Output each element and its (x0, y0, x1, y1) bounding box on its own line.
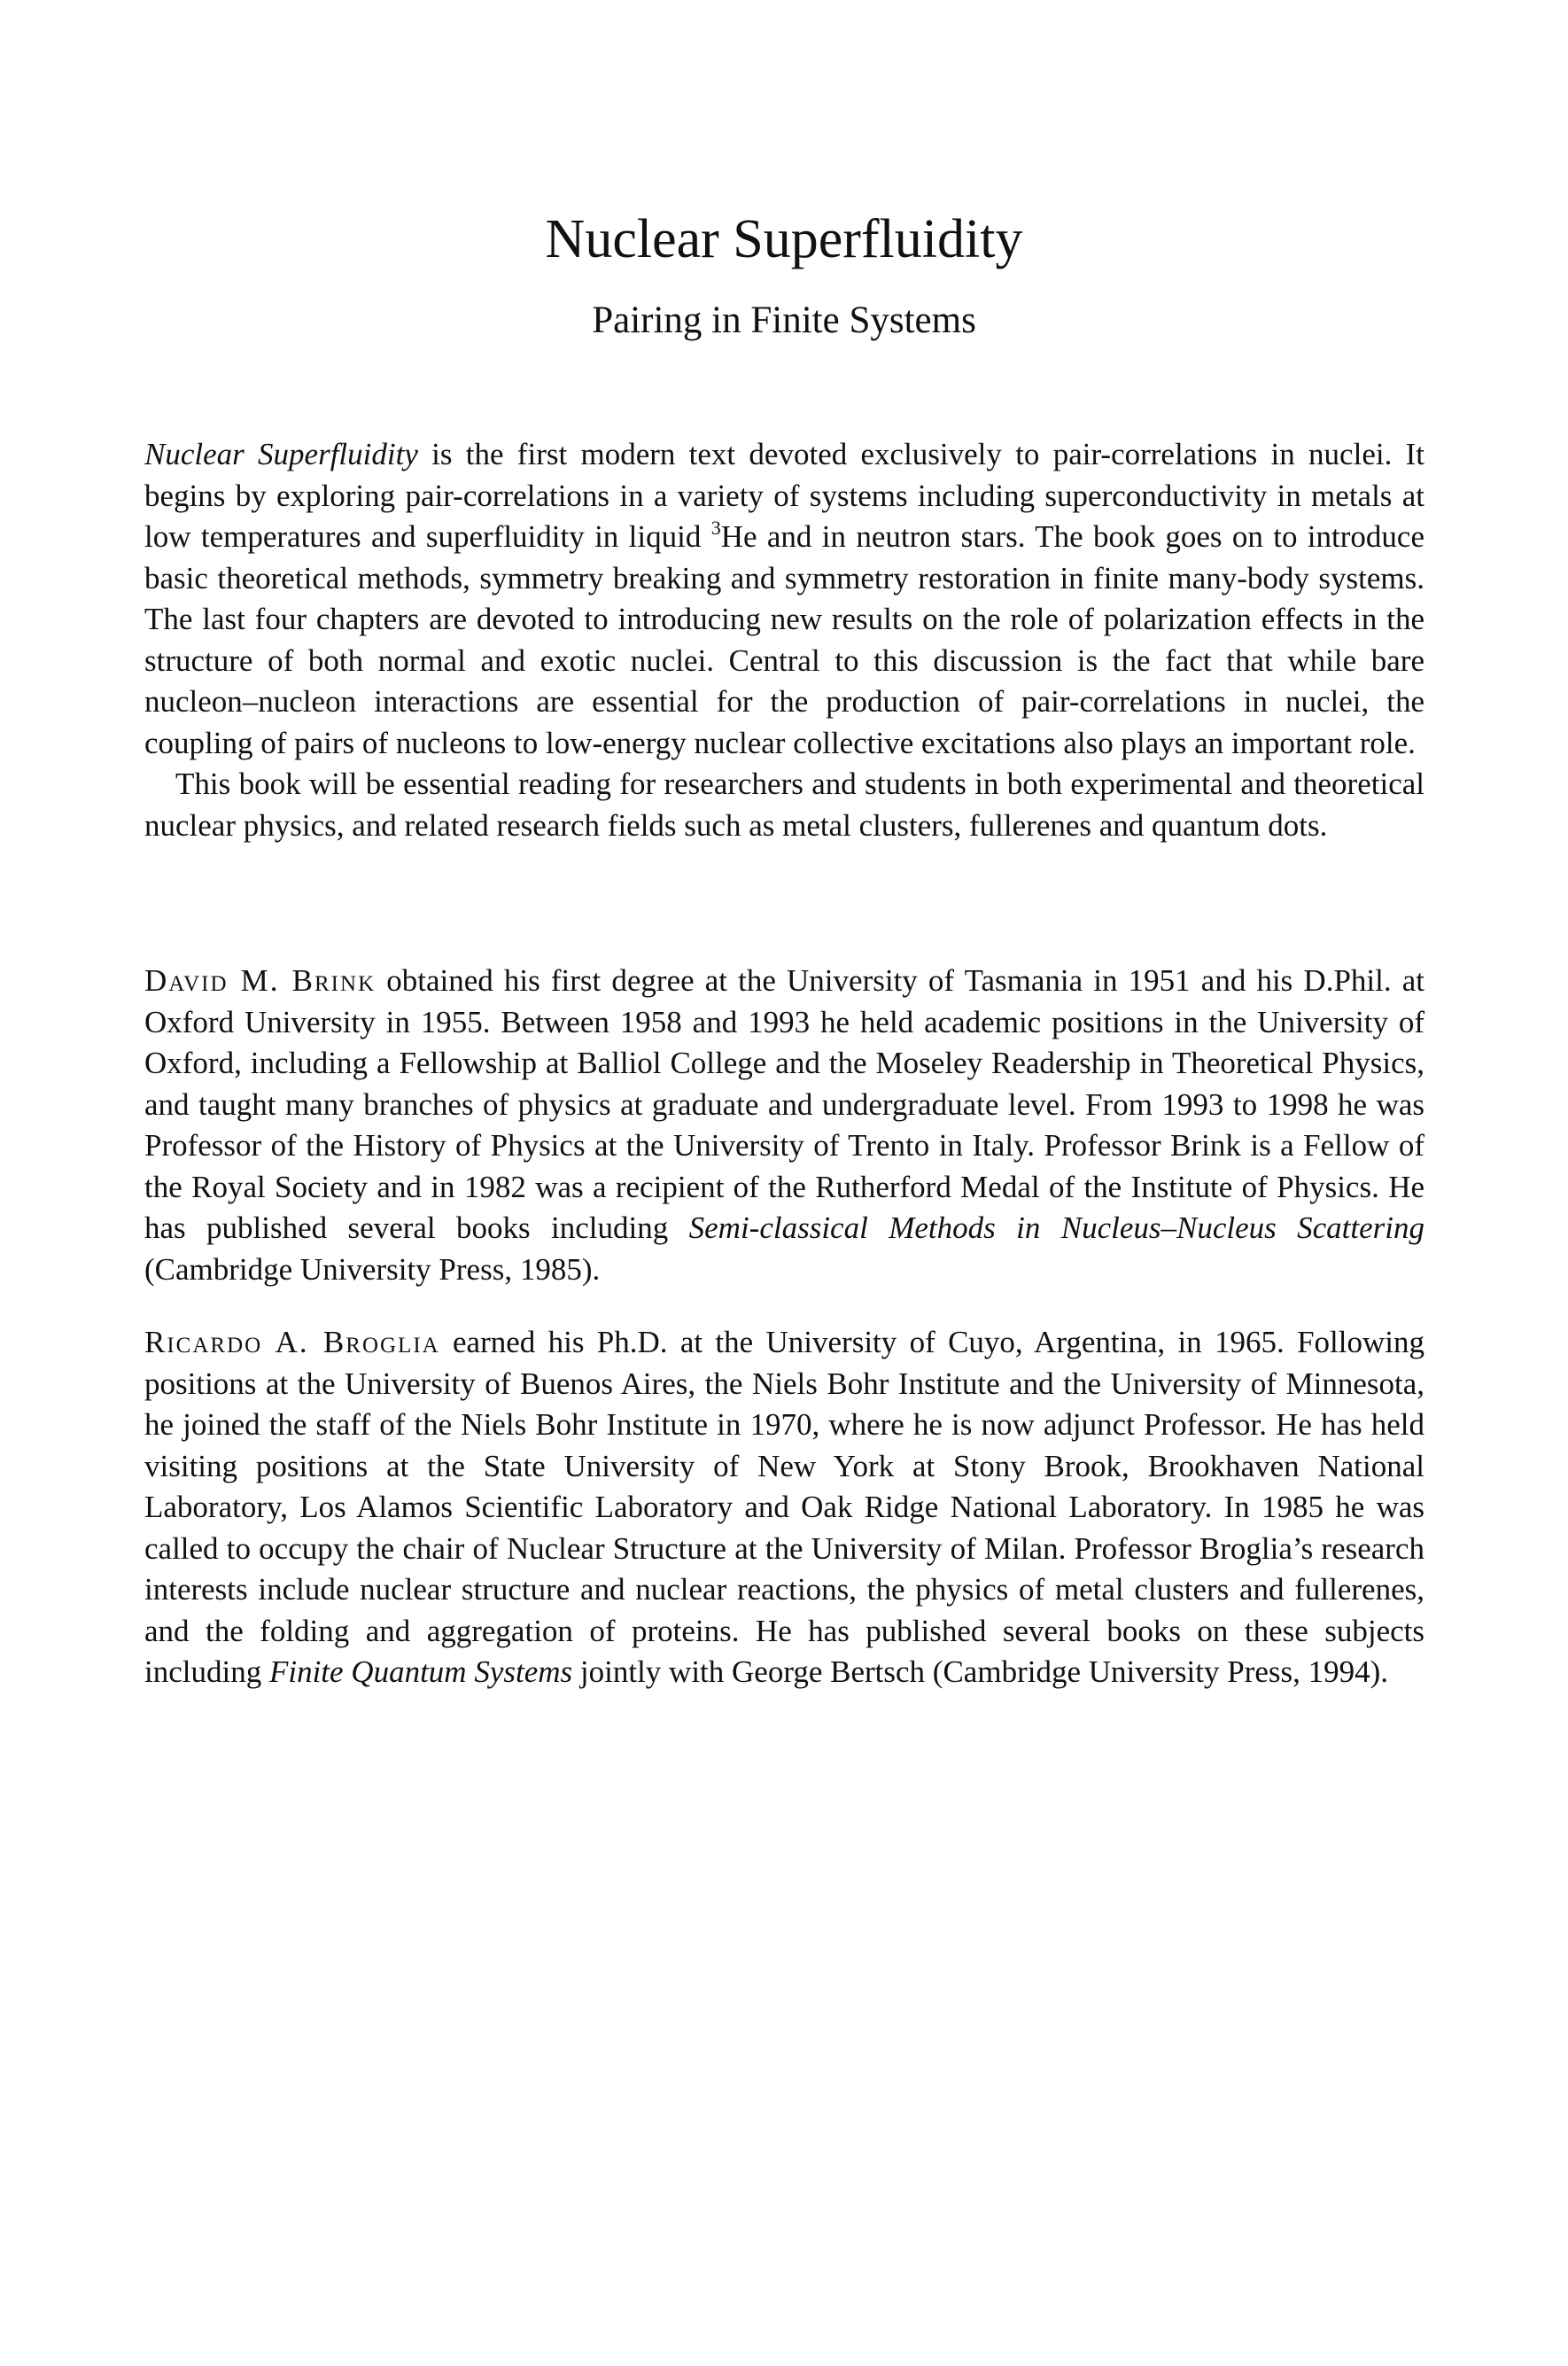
page-subtitle: Pairing in Finite Systems (592, 300, 976, 341)
description-text-b: He and in neutron stars. The book goes on to introduce basic theoretical methods, symmetry breaking and symmetry restoration in finite many-body systems. The last four chapters are devoted to introducing new results on the role of polarization effects in the structure of both normal and exotic nuclei. Central to this discussion is the fact that while bare nucleon–nucleon interactions are essential for the production of pair-correlations in nuclei, the coupling of pairs of nucleons to low-energy nuclear collective excitations also plays an important role. (144, 519, 1424, 760)
page-title: Nuclear Superfluidity (545, 209, 1023, 269)
book-description (144, 434, 1424, 846)
helium-isotope-superscript: 3 (710, 517, 721, 539)
broglia-book-title: Finite Quantum Systems (268, 1654, 573, 1689)
author-bio-broglia (144, 1322, 1424, 1693)
description-book-title: Nuclear Superfluidity (144, 437, 418, 471)
description-paragraph-2: This book will be essential reading for researchers and students in both experimental and theoretical nuclear physics, and related research fields such as metal clusters, fullerenes and quantum dots. (144, 767, 1424, 843)
brink-bio-text-a: obtained his first degree at the University of Tasmania in 1951 and his D.Phil. at Oxford University in 1955. Between 1958 and 1993 he held academic positions in the University of Oxford, including a Fellowship at Balliol College and the Moseley Readership in Theoretical Physics, and taught many branches of physics at graduate and undergraduate level. From 1993 to 1998 he was Professor of the History of Physics at the University of Trento in Italy. Professor Brink is a Fellow of the Royal Society and in 1982 was a recipient of the Rutherford Medal of the Institute of Physics. He has published several books including (144, 963, 1424, 1245)
brink-bio-text-b: (Cambridge University Press, 1985). (144, 1251, 601, 1287)
author-name-brink: David M. Brink (144, 963, 376, 998)
description-paragraph-1 (144, 434, 1424, 764)
broglia-bio-text-a: earned his Ph.D. at the University of Cuyo, Argentina, in 1965. Following positions at the University of Buenos Aires, the Niels Bohr Institute and the University of Minnesota, he joined the staff of the Niels Bohr Institute in 1970, where he is now adjunct Professor. He has held visiting positions at the State University of New York at Stony Brook, Brookhaven National Laboratory, Los Alamos Scientific Laboratory and Oak Ridge National Laboratory. In 1985 he was called to occupy the chair of Nuclear Structure at the University of Milan. Professor Broglia’s research interests include nuclear structure and nuclear reactions, the physics of metal clusters and fullerenes, and the folding and aggregation of proteins. He has published several books on these subjects including (144, 1325, 1424, 1689)
broglia-bio-paragraph (144, 1322, 1424, 1693)
broglia-bio-text-b: jointly with George Bertsch (Cambridge University Press, 1994). (572, 1654, 1389, 1689)
author-bio-brink (144, 961, 1424, 1290)
author-name-broglia: Ricardo A. Broglia (144, 1325, 440, 1359)
description-text-a: is the first modern text devoted exclusively to pair-correlations in nuclei. It begins by exploring pair-correlations in a variety of systems including superconductivity in metals at low temperatures and superfluidity in liquid (144, 437, 1424, 554)
brink-bio-paragraph (144, 961, 1424, 1290)
brink-book-title: Semi-classical Methods in Nucleus–Nucleus Scattering (688, 1210, 1425, 1245)
